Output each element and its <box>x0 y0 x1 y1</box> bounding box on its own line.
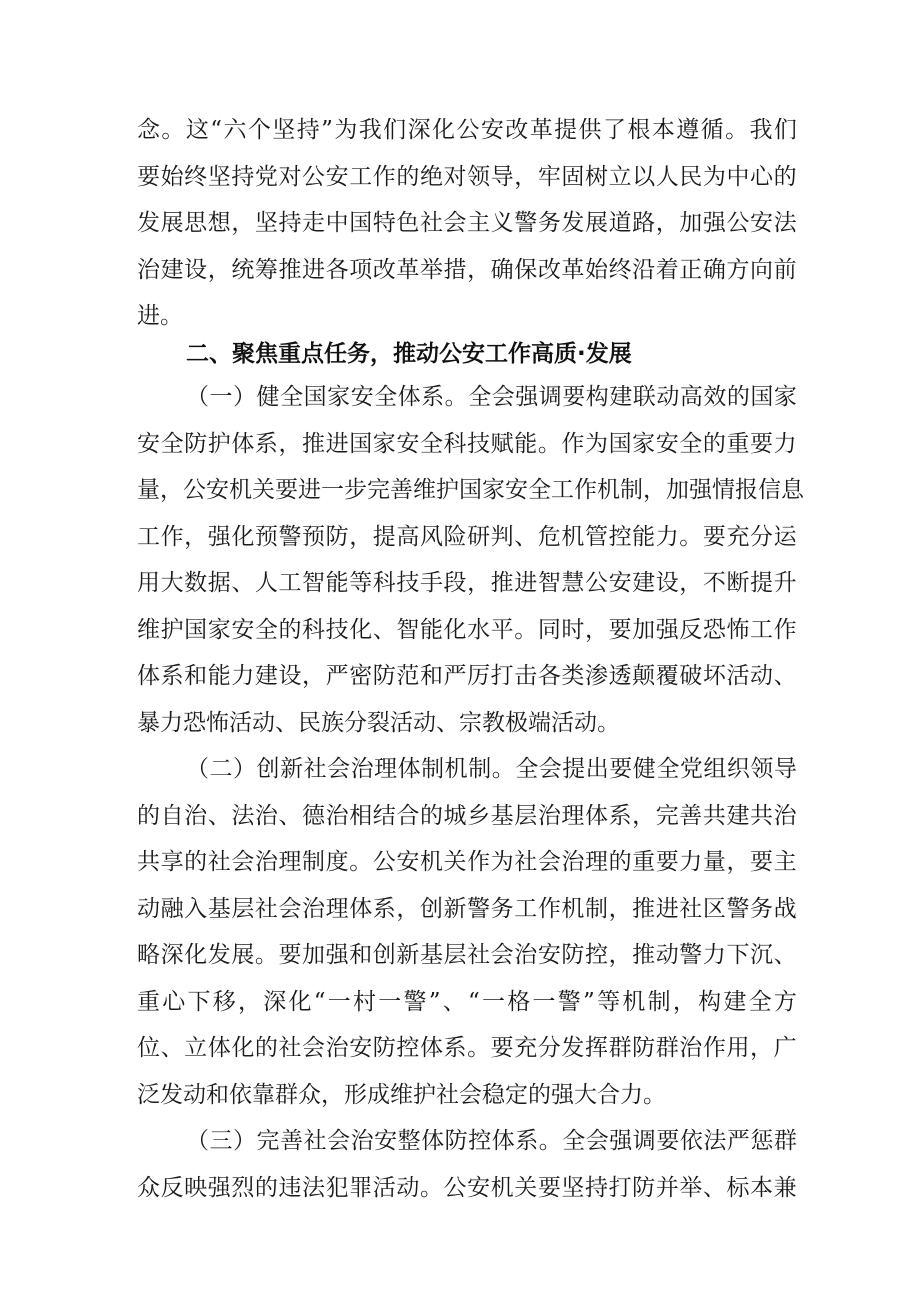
body-text-line: （ 二 ） 创 新 社 会 治 理 体 制 机 制 。 全 会 提 出 要 健 全 党 组 织 领 导 <box>186 756 797 782</box>
body-text-line: 泛发动和依靠群众，形成维护社会稳定的强大合力。 <box>137 1082 666 1108</box>
body-text-line: 念 。 这 “ 六 个 坚 持 ” 为 我 们 深 化 公 安 改 革 提 供 了 根 本 遵 循 。 我 们 <box>137 117 797 143</box>
body-text-line: 暴力恐怖活动、民族分裂活动、宗教极端活动。 <box>137 710 620 736</box>
body-text-line: 略 深 化 发 展 。 要 加 强 和 创 新 基 层 社 会 治 安 防 控 ， 推 动 警 力 下 沉 、 <box>137 942 797 968</box>
body-text-line: 发 展 思 想 ， 坚 持 走 中 国 特 色 社 会 主 义 警 务 发 展 道 路 ， 加 强 公 安 法 <box>137 210 797 236</box>
body-text-line: 维 护 国 家 安 全 的 科 技 化 、 智 能 化 水 平 。 同 时 ， 要 加 强 反 恐 怖 工 作 <box>137 617 797 643</box>
body-text-line: 安 全 防 护 体 系 ， 推 进 国 家 安 全 科 技 赋 能 。 作 为 国 家 安 全 的 重 要 力 <box>137 431 797 457</box>
body-text-line: 位 、 立 体 化 的 社 会 治 安 防 控 体 系 。 要 充 分 发 挥 群 防 群 治 作 用 ， 广 <box>137 1035 797 1061</box>
body-text-line: 治 建 设 ， 统 筹 推 进 各 项 改 革 举 措 ， 确 保 改 革 始 终 沿 着 正 确 方 向 前 <box>137 257 797 283</box>
body-text-line: 体 系 和 能 力 建 设 ， 严 密 防 范 和 严 厉 打 击 各 类 渗 透 颠 覆 破 坏 活 动 、 <box>137 663 797 689</box>
section-heading: 二、聚焦重点任务，推动公安工作高质·发展 <box>186 341 632 367</box>
body-text-line: （ 一 ） 健 全 国 家 安 全 体 系 。 全 会 强 调 要 构 建 联 动 高 效 的 国 家 <box>186 384 797 410</box>
body-text-line: 共 享 的 社 会 治 理 制 度 。 公 安 机 关 作 为 社 会 治 理 的 重 要 力 量 ， 要 主 <box>137 849 797 875</box>
body-text-line: 众 反 映 强 烈 的 违 法 犯 罪 活 动 。 公 安 机 关 要 坚 持 打 防 并 举 、 标 本 兼 <box>137 1175 797 1201</box>
body-text-line: 的 自 治 、 法 治 、 德 治 相 结 合 的 城 乡 基 层 治 理 体 系 ， 完 善 共 建 共 治 <box>137 803 797 829</box>
body-text-line: 量 ， 公 安 机 关 要 进 一 步 完 善 维 护 国 家 安 全 工 作 机 制 ， 加 强 情 报 信 息 <box>137 477 804 503</box>
body-text-line: 要 始 终 坚 持 党 对 公 安 工 作 的 绝 对 领 导 ， 牢 固 树 立 以 人 民 为 中 心 的 <box>137 164 797 190</box>
body-text-line: 重 心 下 移 ， 深 化 “ 一 村 一 警 ” 、 “ 一 格 一 警 ” 等 机 制 ， 构 建 全 方 <box>137 989 797 1015</box>
body-text-line: 工 作 ， 强 化 预 警 预 防 ， 提 高 风 险 研 判 、 危 机 管 控 能 力 。 要 充 分 运 <box>137 524 797 550</box>
body-text-line: 用 大 数 据 、 人 工 智 能 等 科 技 手 段 ， 推 进 智 慧 公 安 建 设 ， 不 断 提 升 <box>137 570 797 596</box>
body-text-line: （ 三 ） 完 善 社 会 治 安 整 体 防 控 体 系 。 全 会 强 调 要 依 法 严 惩 群 <box>186 1128 797 1154</box>
body-text-line: 进。 <box>137 303 183 329</box>
body-text-line: 动 融 入 基 层 社 会 治 理 体 系 ， 创 新 警 务 工 作 机 制 ， 推 进 社 区 警 务 战 <box>137 896 797 922</box>
